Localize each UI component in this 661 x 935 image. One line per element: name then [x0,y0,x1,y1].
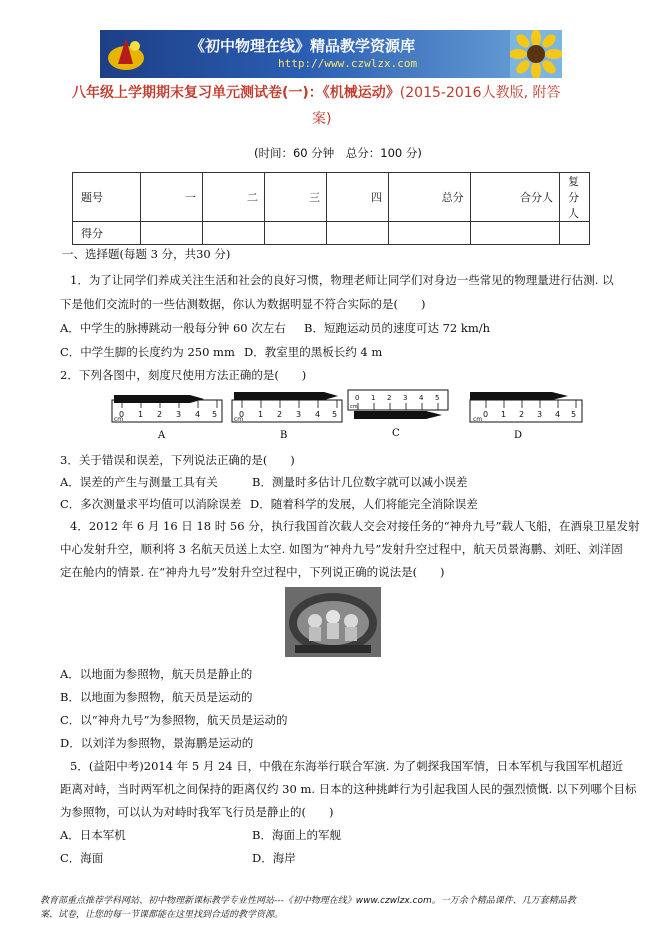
q3-option-a: A．误差的产生与测量工具有关 [60,475,218,489]
table-cell[interactable] [389,222,471,245]
tick-label: 3 [537,410,543,419]
section-heading: 一、选择题(每题 3 分，共30 分) [62,247,231,261]
table-cell[interactable] [560,222,590,245]
q5-option-c: C．海面 [60,851,104,865]
score-table-row [73,222,590,245]
tick-label: 4 [555,410,561,419]
tick-label: 1 [501,410,507,419]
footer-line1: 教育部重点推荐学科网站、初中物理新课标教学专业性网站---《初中物理在线》www.czwlzx.com。一万余个精品课件、几万套精品教 [40,896,576,906]
q4-stem-line2: 中心发射升空，顺利将 3 名航天员送上太空. 如图为“神舟九号”发射升空过程中，航天员景海鹏、刘旺、刘洋固 [60,542,623,556]
table-cell: 合分人 [470,173,559,222]
title-continuation: 案) [312,111,332,127]
pencil-shape [114,395,204,403]
q4-option-c: C．以“神舟九号”为参照物，航天员是运动的 [60,713,288,727]
q4-option-a: A．以地面为参照物，航天员是静止的 [60,667,253,681]
q5-stem-line3: 为参照物，可以认为对峙时我军飞行员是静止的( ) [60,805,334,819]
q4-stem-line3: 定在舱内的情景. 在“神舟九号”发射升空过程中，下列说正确的说法是( ) [60,565,445,579]
table-cell: 得分 [73,222,141,245]
tick-label: 5 [435,394,440,402]
unit-label: cm [473,416,483,423]
header-banner [100,30,562,78]
banner-url: http://www.czwlzx.com [278,57,418,70]
ruler-figure-a [108,388,228,440]
table-cell: 二 [202,173,264,222]
astronaut-cabin-photo [285,587,381,657]
banner-title: 《初中物理在线》精品教学资源库 [190,37,416,55]
ruler-figure-b [228,388,348,440]
q4-stem-line1: 4．2012 年 6 月 16 日 18 时 56 分，执行我国首次载人交会对接任务的“神舟九号”载人飞船，在酒泉卫星发射 [70,519,640,533]
tick-label: 0 [119,410,125,419]
table-cell[interactable] [202,222,264,245]
q1-stem-line1: 1．为了让同学们养成关注生活和社会的良好习惯，物理老师让同学们对身边一些常见的物理量进行估测. 以 [70,273,614,287]
table-cell: 题号 [73,173,141,222]
page-title [72,82,560,102]
table-cell: 四 [326,173,388,222]
table-cell[interactable] [470,222,559,245]
tick-label: 4 [419,394,424,402]
tick-label: 3 [296,410,302,419]
tick-label: 0 [483,410,489,419]
table-cell: 总分 [389,173,471,222]
page-footer [40,894,630,922]
tick-label: 3 [403,394,408,402]
q4-option-d: D．以刘洋为参照物，景海鹏是运动的 [60,736,254,750]
figure-label: B [280,430,288,440]
sunflower-icon [510,30,562,78]
exam-meta: (时间：60 分钟 总分：100 分) [254,146,422,160]
figure-label: C [392,428,400,439]
tick-label: 1 [138,410,144,419]
table-cell[interactable] [140,222,202,245]
tick-label: 2 [157,410,163,419]
score-table-header-row [73,173,590,222]
table-cell[interactable] [326,222,388,245]
footer-line2: 案、试卷，让您的每一节课都能在这里找到合适的教学资源。 [40,910,284,920]
q5-stem-line2: 距离对峙，当时两军机之间保持的距离仅约 30 m. 日本的这种挑衅行为引起我国人民的强烈愤慨. 以下列哪个目标 [60,782,637,796]
figure-label: A [158,430,166,440]
tick-label: 2 [387,394,392,402]
score-table [72,172,590,245]
q3-option-c: C．多次测量求平均值可以消除误差 [60,497,242,511]
q5-stem-line1: 5．(益阳中考)2014 年 5 月 24 日，中俄在东海举行联合军演. 为了刺探我国军情，日本军机与我国军机超近 [70,759,624,773]
q1-stem-line2: 下是他们交流时的一些估测数据，你认为数据明显不符合实际的是( ) [60,297,426,311]
tick-label: 4 [315,410,321,419]
tick-label: 2 [277,410,283,419]
title-paren: (2015-2016人教版, 附答 [399,85,561,101]
q3-option-b: B．测量时多估计几位数字就可以减小误差 [252,475,468,489]
table-cell: 一 [140,173,202,222]
title-main: 八年级上学期期末复习单元测试卷(一)：《机械运动》 [72,85,400,101]
table-cell: 复分人 [560,173,590,222]
tick-label: 0 [355,394,360,402]
q1-option-a: A．中学生的脉搏跳动一般每分钟 60 次左右 [60,321,286,335]
q3-option-d: D．随着科学的发展，人们将能完全消除误差 [250,497,478,511]
q5-option-a: A．日本军机 [60,828,126,842]
tick-label: 1 [258,410,264,419]
q2-stem: 2．下列各图中，刻度尺使用方法正确的是( ) [60,368,307,382]
pencil-shape [234,392,338,400]
pencil-shape [354,411,442,419]
q3-stem: 3．关于错误和误差，下列说法正确的是( ) [60,453,295,467]
tick-label: 5 [332,410,338,419]
tick-label: 2 [519,410,525,419]
tick-label: 5 [571,410,577,419]
tick-label: 0 [239,410,245,419]
table-cell: 三 [264,173,326,222]
tick-label: 5 [212,410,218,419]
unit-label: cm [114,416,124,423]
q1-option-b: B．短跑运动员的速度可达 72 km/h [304,321,491,335]
figure-label: D [514,430,523,440]
table-cell[interactable] [264,222,326,245]
q5-option-b: B．海面上的军舰 [252,828,341,842]
site-logo-icon [106,34,148,74]
q1-option-d: D．教室里的黑板长约 4 m [244,345,383,359]
q5-option-d: D．海岸 [252,851,296,865]
unit-label: cm [350,404,358,410]
tick-label: 1 [371,394,376,402]
ruler-figure-c [344,388,464,440]
q1-option-c: C．中学生脚的长度约为 250 mm [60,345,235,359]
tick-label: 4 [195,410,201,419]
unit-label: cm [234,416,244,423]
tick-label: 3 [176,410,182,419]
ruler-figure-d [466,388,588,440]
q4-option-b: B．以地面为参照物，航天员是运动的 [60,690,253,704]
pencil-shape [470,392,568,400]
